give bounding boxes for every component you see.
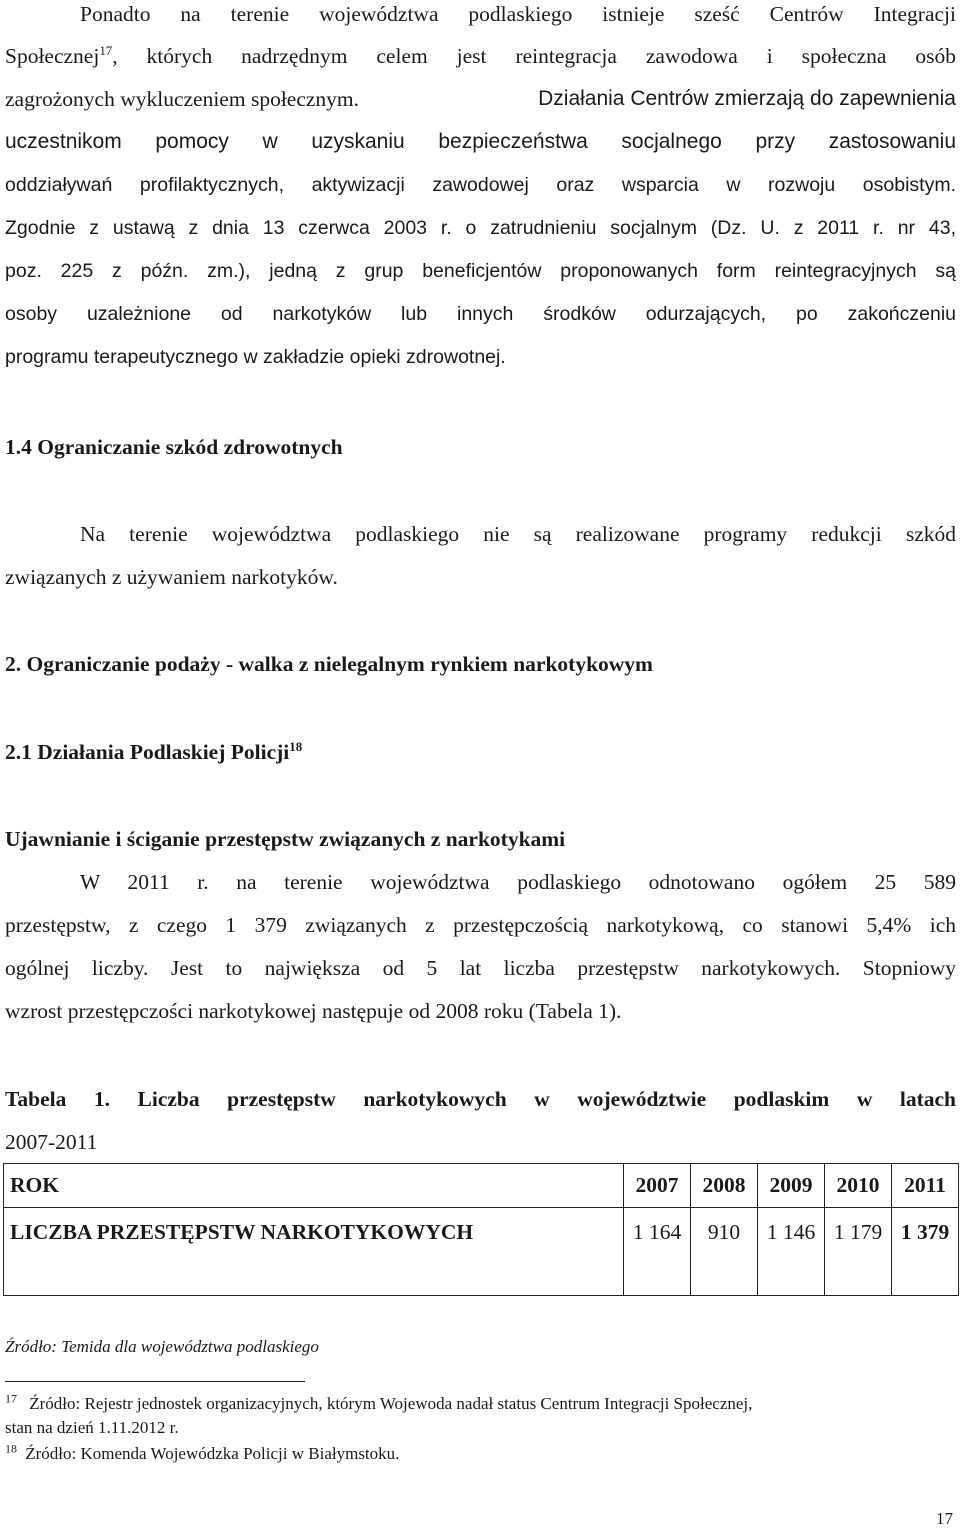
para2-line: Na terenie województwa podlaskiego nie są realizowane programy redukcji szkód [80,522,956,546]
table-source: Źródło: Temida dla województwa podlaskiego [5,1337,319,1356]
year-cell: 2011 [892,1164,959,1208]
para1-line: uczestnikom pomocy w uzyskaniu bezpieczeństwa socjalnego przy zastosowaniu [5,130,956,153]
footnote-separator [5,1381,305,1382]
para1-line [5,85,956,113]
row-label-rok: ROK [4,1164,624,1208]
footnote-18 [5,1443,399,1465]
footnote-text: Źródło: Rejestr jednostek organizacyjnych, którym Wojewoda nadał status Centrum Integracji Społecznej, [29,1394,753,1413]
footnote-ref-18[interactable]: 18 [289,739,303,754]
row-label-count: LICZBA PRZESTĘPSTW NARKOTYKOWYCH [4,1208,624,1296]
section-heading-2: 2. Ograniczanie podaży - walka z nielegalnym rynkiem narkotykowym [5,652,653,676]
footnote-17 [5,1393,956,1415]
section-heading-1-4: 1.4 Ograniczanie szkód zdrowotnych [5,435,343,459]
para1-line: Zgodnie z ustawą z dnia 13 czerwca 2003 r. o zatrudnieniu socjalnym (Dz. U. z 2011 r. nr 43, [5,217,956,239]
para1-line [5,42,956,70]
footnote-text: Źródło: Komenda Wojewódzka Policji w Białymstoku. [25,1444,400,1463]
para1-line: Ponadto na terenie województwa podlaskiego istnieje sześć Centrów Integracji [80,2,956,26]
para1-line: programu terapeutycznego w zakładzie opieki zdrowotnej. [5,346,506,368]
heading-text: 2.1 Działania Podlaskiej Policji [5,740,290,764]
data-table [3,1163,959,1296]
subheading: Ujawnianie i ściganie przestępstw związanych z narkotykami [5,827,566,851]
para3-line: ogólnej liczby. Jest to największa od 5 lat liczba przestępstw narkotykowych. Stopniowy [5,956,956,980]
footnote-number: 18 [5,1441,17,1456]
para2-line: związanych z używaniem narkotyków. [5,565,338,589]
footnote-17-cont: stan na dzień 1.11.2012 r. [5,1418,179,1437]
para1-line: oddziaływań profilaktycznych, aktywizacji zawodowej oraz wsparcia w rozwoju osobistym. [5,174,956,196]
page-number: 17 [936,1509,953,1528]
para3-line: wzrost przestępczości narkotykowej następuje od 2008 roku (Tabela 1). [5,999,622,1023]
table-row-years [4,1164,959,1208]
count-cell: 1 179 [825,1208,892,1296]
table-row-counts [4,1208,959,1296]
count-cell: 910 [691,1208,758,1296]
year-cell: 2007 [624,1164,691,1208]
para3-line: W 2011 r. na terenie województwa podlaskiego odnotowano ogółem 25 589 [80,870,956,894]
para1-line: poz. 225 z późn. zm.), jedną z grup beneficjentów proponowanych form reintegracyjnych są [5,260,956,282]
text-span: Społecznej [5,44,100,68]
year-cell: 2008 [691,1164,758,1208]
text-span: zagrożonych wykluczeniem społecznym. [5,87,360,111]
footnote-number: 17 [5,1391,17,1406]
table-caption-years: 2007-2011 [5,1130,98,1154]
section-heading-2-1 [5,738,302,766]
table-caption: Tabela 1. Liczba przestępstw narkotykowych w województwie podlaskim w latach [5,1087,956,1111]
count-cell: 1 379 [892,1208,959,1296]
text-span: , których nadrzędnym celem jest reintegracja zawodowa i społeczna osób [112,44,956,68]
year-cell: 2009 [758,1164,825,1208]
para1-line: osoby uzależnione od narkotyków lub innych środków odurzających, po zakończeniu [5,303,956,325]
footnote-ref-17[interactable]: 17 [99,43,113,58]
year-cell: 2010 [825,1164,892,1208]
count-cell: 1 164 [624,1208,691,1296]
para3-line: przestępstw, z czego 1 379 związanych z przestępczością narkotykową, co stanowi 5,4% ich [5,913,956,937]
count-cell: 1 146 [758,1208,825,1296]
text-span: Działania Centrów zmierzają do zapewnienia [538,87,956,110]
